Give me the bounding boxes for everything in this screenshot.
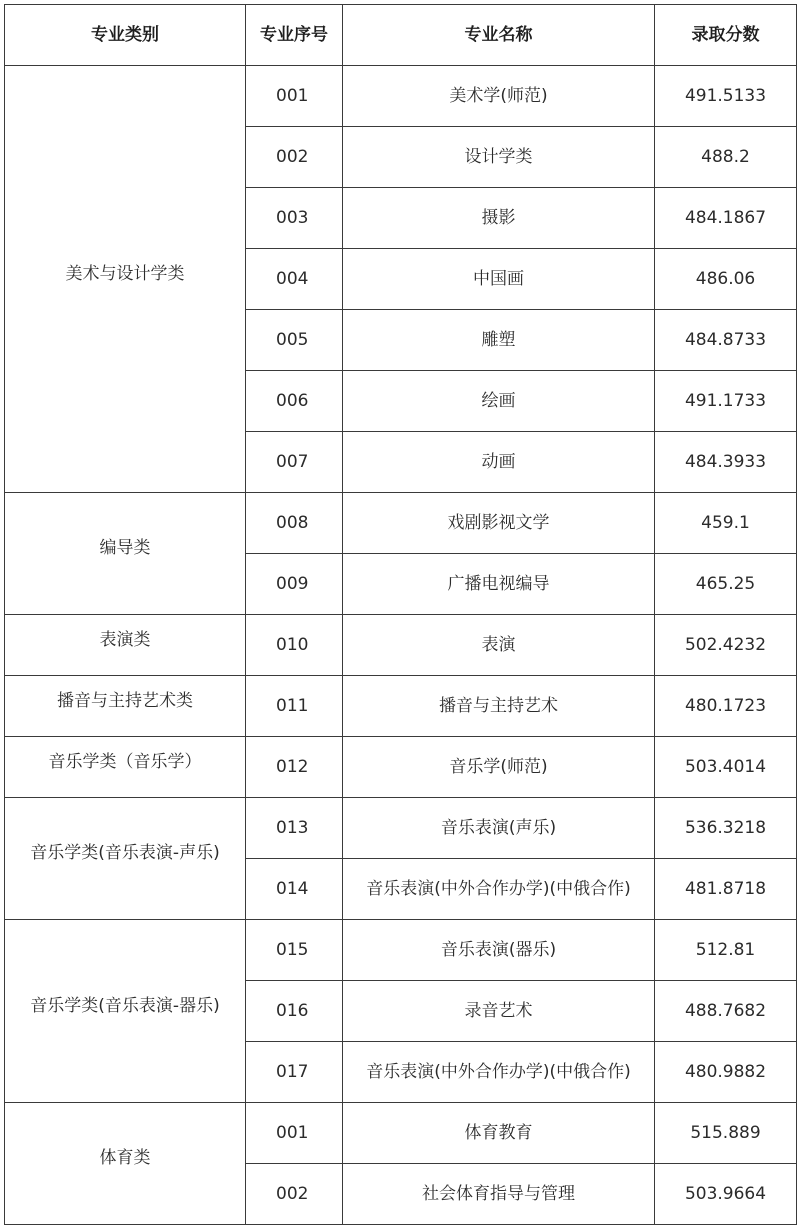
name-cell: 社会体育指导与管理 bbox=[343, 1164, 655, 1225]
score-cell: 486.06 bbox=[655, 249, 797, 310]
seq-cell: 003 bbox=[246, 188, 343, 249]
category-cell: 音乐学类(音乐表演-器乐) bbox=[5, 920, 246, 1103]
name-cell: 雕塑 bbox=[343, 310, 655, 371]
name-cell: 音乐表演(器乐) bbox=[343, 920, 655, 981]
category-cell: 播音与主持艺术类 bbox=[5, 676, 246, 737]
seq-cell: 010 bbox=[246, 615, 343, 676]
score-cell: 512.81 bbox=[655, 920, 797, 981]
name-cell: 广播电视编导 bbox=[343, 554, 655, 615]
seq-cell: 002 bbox=[246, 1164, 343, 1225]
score-cell: 503.9664 bbox=[655, 1164, 797, 1225]
name-cell: 表演 bbox=[343, 615, 655, 676]
score-cell: 491.1733 bbox=[655, 371, 797, 432]
table-row bbox=[5, 676, 797, 737]
score-cell: 491.5133 bbox=[655, 66, 797, 127]
table-row bbox=[5, 493, 797, 554]
seq-cell: 005 bbox=[246, 310, 343, 371]
name-cell: 戏剧影视文学 bbox=[343, 493, 655, 554]
category-cell: 音乐学类（音乐学） bbox=[5, 737, 246, 798]
score-cell: 484.8733 bbox=[655, 310, 797, 371]
header-name: 专业名称 bbox=[343, 5, 655, 66]
score-cell: 465.25 bbox=[655, 554, 797, 615]
table-row bbox=[5, 737, 797, 798]
seq-cell: 009 bbox=[246, 554, 343, 615]
table-row bbox=[5, 798, 797, 859]
name-cell: 设计学类 bbox=[343, 127, 655, 188]
name-cell: 绘画 bbox=[343, 371, 655, 432]
table-row bbox=[5, 615, 797, 676]
seq-cell: 008 bbox=[246, 493, 343, 554]
seq-cell: 004 bbox=[246, 249, 343, 310]
header-score: 录取分数 bbox=[655, 5, 797, 66]
seq-cell: 011 bbox=[246, 676, 343, 737]
name-cell: 中国画 bbox=[343, 249, 655, 310]
score-cell: 484.1867 bbox=[655, 188, 797, 249]
score-cell: 515.889 bbox=[655, 1103, 797, 1164]
seq-cell: 007 bbox=[246, 432, 343, 493]
name-cell: 体育教育 bbox=[343, 1103, 655, 1164]
score-cell: 536.3218 bbox=[655, 798, 797, 859]
seq-cell: 016 bbox=[246, 981, 343, 1042]
name-cell: 音乐表演(中外合作办学)(中俄合作) bbox=[343, 1042, 655, 1103]
name-cell: 录音艺术 bbox=[343, 981, 655, 1042]
seq-cell: 002 bbox=[246, 127, 343, 188]
category-cell: 体育类 bbox=[5, 1103, 246, 1225]
name-cell: 音乐学(师范) bbox=[343, 737, 655, 798]
score-cell: 488.2 bbox=[655, 127, 797, 188]
header-seq: 专业序号 bbox=[246, 5, 343, 66]
seq-cell: 014 bbox=[246, 859, 343, 920]
admission-scores-table bbox=[4, 4, 797, 1225]
seq-cell: 017 bbox=[246, 1042, 343, 1103]
name-cell: 摄影 bbox=[343, 188, 655, 249]
table-row bbox=[5, 1103, 797, 1164]
score-cell: 459.1 bbox=[655, 493, 797, 554]
category-cell: 编导类 bbox=[5, 493, 246, 615]
category-cell: 音乐学类(音乐表演-声乐) bbox=[5, 798, 246, 920]
name-cell: 播音与主持艺术 bbox=[343, 676, 655, 737]
name-cell: 音乐表演(声乐) bbox=[343, 798, 655, 859]
seq-cell: 006 bbox=[246, 371, 343, 432]
seq-cell: 001 bbox=[246, 1103, 343, 1164]
category-cell: 美术与设计学类 bbox=[5, 66, 246, 493]
score-cell: 488.7682 bbox=[655, 981, 797, 1042]
seq-cell: 012 bbox=[246, 737, 343, 798]
seq-cell: 001 bbox=[246, 66, 343, 127]
category-cell: 表演类 bbox=[5, 615, 246, 676]
score-cell: 481.8718 bbox=[655, 859, 797, 920]
table-row bbox=[5, 66, 797, 127]
score-cell: 480.9882 bbox=[655, 1042, 797, 1103]
score-cell: 502.4232 bbox=[655, 615, 797, 676]
score-cell: 503.4014 bbox=[655, 737, 797, 798]
table-row bbox=[5, 920, 797, 981]
seq-cell: 013 bbox=[246, 798, 343, 859]
score-cell: 480.1723 bbox=[655, 676, 797, 737]
header-row bbox=[5, 5, 797, 66]
name-cell: 动画 bbox=[343, 432, 655, 493]
seq-cell: 015 bbox=[246, 920, 343, 981]
name-cell: 美术学(师范) bbox=[343, 66, 655, 127]
score-cell: 484.3933 bbox=[655, 432, 797, 493]
header-category: 专业类别 bbox=[5, 5, 246, 66]
name-cell: 音乐表演(中外合作办学)(中俄合作) bbox=[343, 859, 655, 920]
